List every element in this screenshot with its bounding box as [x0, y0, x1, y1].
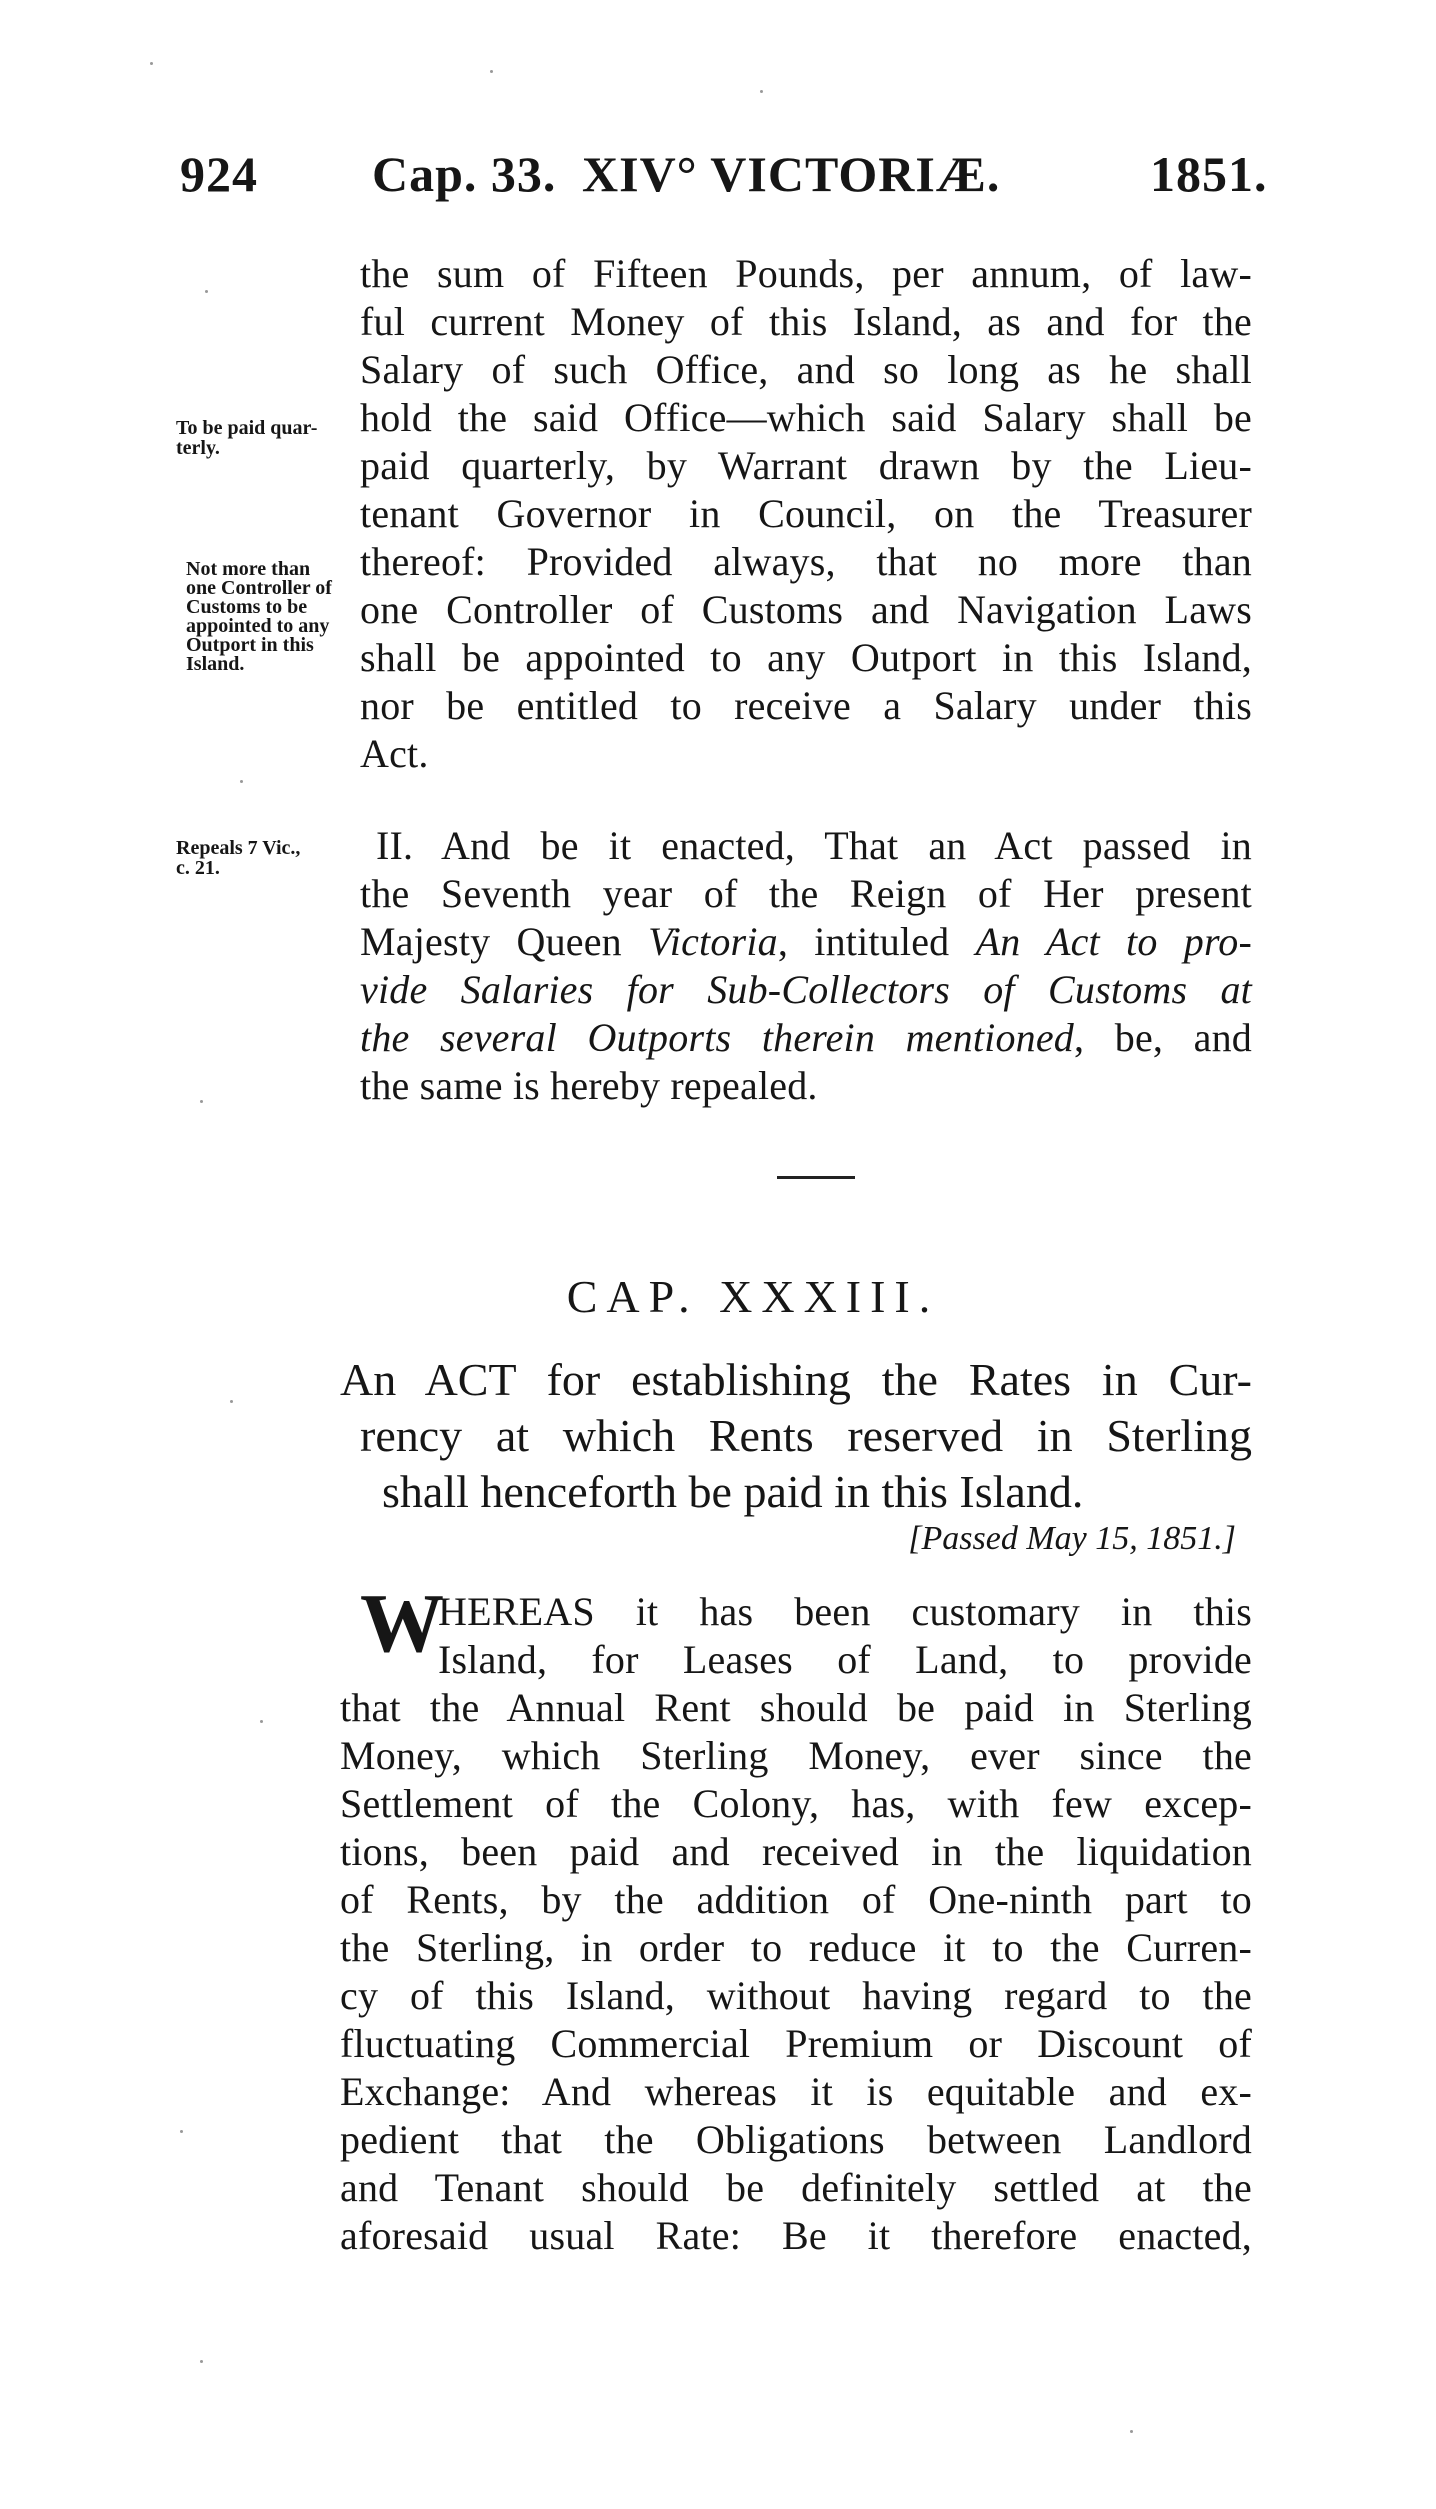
text-segment: thereof: Provided always, that no more than	[360, 539, 1252, 584]
margin-note-line: terly.	[176, 437, 220, 459]
margin-note-line: c. 21.	[176, 857, 220, 879]
text-segment: Majesty Queen	[360, 919, 649, 964]
section-text-repeal	[360, 822, 1252, 1110]
text-segment: HEREAS it has been customary in this	[438, 1589, 1252, 1634]
title-line	[340, 1408, 1252, 1464]
text-segment: of Rents, by the addition of One-ninth part to	[340, 1877, 1252, 1922]
text-segment: the sum of Fifteen Pounds, per annum, of law-	[360, 251, 1252, 296]
margin-note-line: Island.	[186, 653, 245, 675]
chapter-heading: CAP. XXXIII.	[566, 1271, 940, 1322]
margin-note-line: Customs to be	[186, 596, 308, 618]
margin-note-line: Repeals 7 Vic.,	[176, 837, 301, 859]
section-divider	[777, 1176, 855, 1179]
text-line	[340, 1636, 1252, 1684]
margin-note-line: Outport in this	[186, 634, 314, 656]
text-segment: and Tenant should be definitely settled at the	[340, 2165, 1252, 2210]
text-line	[360, 682, 1252, 730]
text-line	[360, 1014, 1252, 1062]
text-line	[340, 1924, 1252, 1972]
text-segment-italic: the several Outports therein mentioned	[360, 1015, 1075, 1060]
text-segment: Island, for Leases of Land, to provide	[438, 1637, 1252, 1682]
scan-speck	[490, 70, 493, 73]
scan-speck	[205, 290, 208, 293]
text-line	[340, 2116, 1252, 2164]
reign-title: XIV° VICTORIÆ.	[582, 146, 1001, 202]
text-line	[360, 250, 1252, 298]
text-segment: Money, which Sterling Money, ever since the	[340, 1733, 1252, 1778]
text-line	[340, 2212, 1252, 2260]
text-line	[340, 1780, 1252, 1828]
text-segment: that the Annual Rent should be paid in Sterling	[340, 1685, 1252, 1730]
title-line	[340, 1352, 1252, 1408]
scan-speck	[230, 1400, 233, 1403]
text-segment: Salary of such Office, and so long as he shall	[360, 347, 1252, 392]
text-line	[360, 394, 1252, 442]
text-segment: fluctuating Commercial Premium or Discount of	[340, 2021, 1252, 2066]
header-year: 1851.	[1150, 146, 1268, 202]
text-line	[360, 442, 1252, 490]
text-line	[360, 586, 1252, 634]
drop-capital: W	[360, 1577, 444, 1670]
text-segment: hold the said Office—which said Salary shall be	[360, 395, 1252, 440]
margin-note-repeals	[176, 838, 356, 878]
running-header	[0, 145, 1436, 205]
text-line	[340, 1972, 1252, 2020]
text-segment-italic: Victoria	[648, 919, 778, 964]
scan-speck	[200, 1100, 203, 1103]
text-segment: paid quarterly, by Warrant drawn by the Lieu-	[360, 443, 1252, 488]
scan-speck	[1130, 2430, 1133, 2433]
text-segment: Act.	[360, 731, 429, 776]
scan-speck	[150, 62, 153, 65]
scan-speck	[200, 2360, 203, 2363]
text-line	[360, 298, 1252, 346]
text-segment: tenant Governor in Council, on the Treasurer	[360, 491, 1252, 536]
text-line	[360, 870, 1252, 918]
margin-note-not-more-than	[186, 560, 366, 674]
section-text-salary	[360, 250, 1252, 778]
text-segment: , intituled	[777, 919, 976, 964]
text-segment: An ACT for establishing the Rates in Cur-	[340, 1354, 1252, 1405]
text-segment: tions, been paid and received in the liquidation	[340, 1829, 1252, 1874]
scan-speck	[260, 1720, 263, 1723]
text-segment: nor be entitled to receive a Salary under this	[360, 683, 1252, 728]
text-segment: shall be appointed to any Outport in this Island,	[360, 635, 1252, 680]
text-line	[340, 1684, 1252, 1732]
margin-note-line: appointed to any	[186, 615, 330, 637]
act-title	[340, 1352, 1252, 1520]
text-line	[340, 1732, 1252, 1780]
text-segment: ful current Money of this Island, as and for the	[360, 299, 1252, 344]
text-segment: shall henceforth be paid in this Island.	[382, 1466, 1084, 1517]
text-segment: pedient that the Obligations between Landlord	[340, 2117, 1252, 2162]
text-line	[360, 966, 1252, 1014]
text-line	[340, 2068, 1252, 2116]
margin-note-paid-quarterly	[176, 418, 356, 458]
text-line	[360, 730, 1252, 778]
text-line	[360, 538, 1252, 586]
chapter-number: Cap. 33.	[372, 146, 557, 202]
text-segment: II. And be it enacted, That an Act passed in	[376, 823, 1252, 868]
text-segment: aforesaid usual Rate: Be it therefore enacted,	[340, 2213, 1252, 2258]
margin-note-line: To be paid quar-	[176, 417, 318, 439]
text-segment: Exchange: And whereas it is equitable and ex-	[340, 2069, 1252, 2114]
text-line	[360, 918, 1252, 966]
passed-date: [Passed May 15, 1851.]	[908, 1520, 1236, 1557]
text-segment: rency at which Rents reserved in Sterling	[360, 1410, 1252, 1461]
text-line	[340, 2020, 1252, 2068]
preamble-text	[340, 1588, 1252, 2260]
title-line	[340, 1464, 1252, 1520]
text-segment: the same is hereby repealed.	[360, 1063, 818, 1108]
text-segment: the Seventh year of the Reign of Her present	[360, 871, 1252, 916]
text-line	[360, 634, 1252, 682]
scan-speck	[240, 780, 243, 783]
margin-note-line: one Controller of	[186, 577, 332, 599]
text-line	[360, 822, 1252, 870]
text-line	[360, 490, 1252, 538]
text-line	[340, 2164, 1252, 2212]
text-segment: , be, and	[1074, 1015, 1252, 1060]
text-line	[340, 1876, 1252, 1924]
text-line	[340, 1588, 1252, 1636]
text-segment: Settlement of the Colony, has, with few excep-	[340, 1781, 1252, 1826]
text-line	[360, 1062, 1252, 1110]
text-segment: cy of this Island, without having regard to the	[340, 1973, 1252, 2018]
text-segment: the Sterling, in order to reduce it to the Curren-	[340, 1925, 1252, 1970]
page-number: 924	[180, 146, 258, 202]
text-segment-italic: An Act to pro-	[975, 919, 1252, 964]
text-line	[360, 346, 1252, 394]
scan-speck	[760, 90, 763, 93]
text-segment-italic: vide Salaries for Sub-Collectors of Customs at	[360, 967, 1252, 1012]
text-line	[340, 1828, 1252, 1876]
text-segment: one Controller of Customs and Navigation Laws	[360, 587, 1252, 632]
scan-speck	[180, 2130, 183, 2133]
margin-note-line: Not more than	[186, 558, 311, 580]
